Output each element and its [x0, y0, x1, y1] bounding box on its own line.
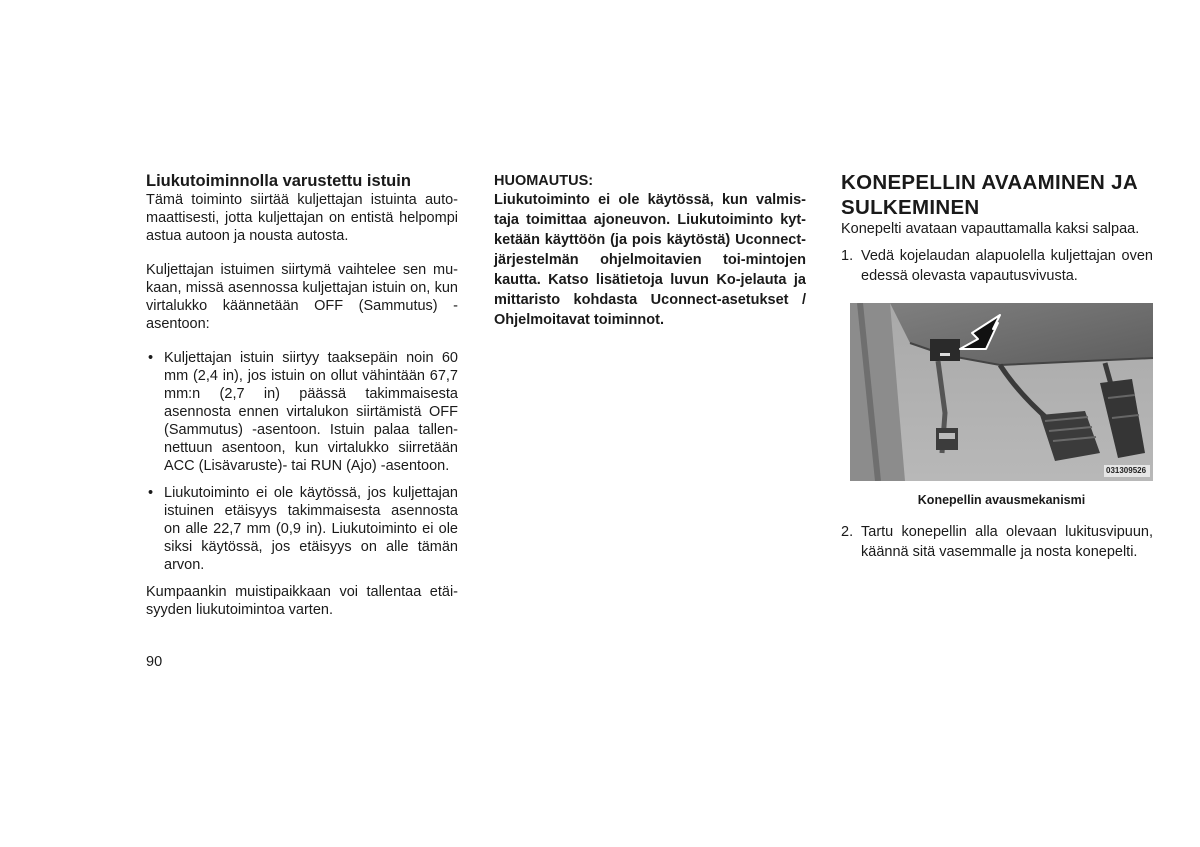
section-heading: Liukutoiminnolla varustettu istuin: [146, 172, 411, 190]
figure-caption: Konepellin avausmekanismi: [917, 493, 1086, 507]
step-number: 2.: [841, 524, 854, 540]
section-title: KONEPELLIN AVAAMINEN JA SULKEMINEN: [841, 171, 1138, 219]
list-item-text: Liukutoiminto ei ole käytössä, jos kuljettajan istuinen etäisyys takimmaisesta asennosta on alle 22,7 mm (0,9 in). Liukutoiminto ei ole siksi käytössä, jos etäisyys on alle tämän arvon.: [164, 485, 458, 573]
step-text: Vedä kojelaudan alapuolella kuljettajan oven edessä olevasta vapautusvivusta.: [861, 248, 1153, 284]
note-text: Liukutoiminto ei ole käytössä, kun valmis-taja toimittaa ajoneuvon. Liukutoiminto kyt-ketään käyttöön (ja pois käytöstä) Uconnect-järjestelmän ohjelmoitavien toi-mintojen kautta. Katso lisätietoja luvun Ko-jelauta ja mittaristo kohdasta Uconnect-asetukset / Ohjelmoitavat toiminnot.: [494, 192, 806, 328]
list-item: [146, 349, 458, 475]
hood-release-figure: [850, 303, 1153, 481]
bullet-icon: •: [148, 485, 154, 501]
step-number: 1.: [841, 248, 854, 264]
note-label: HUOMAUTUS:: [494, 173, 594, 189]
bullet-icon: •: [148, 350, 154, 366]
image-code-label: 031309526: [1106, 466, 1147, 475]
intro-text: Konepelti avataan vapauttamalla kaksi salpaa.: [841, 221, 1140, 237]
steps-list: [841, 522, 1153, 562]
page-number: 90: [146, 654, 163, 670]
left-column: [146, 172, 458, 619]
bullet-list: [146, 349, 458, 574]
list-item: [146, 484, 458, 574]
paragraph: Kumpaankin muistipaikkaan voi tallentaa etäi-syyden liukutoimintoa varten.: [146, 584, 458, 618]
paragraph: Kuljettajan istuimen siirtymä vaihtelee sen mu-kaan, missä asennossa kuljettajan istuin on, kun virtalukko käännetään OFF (Sammutus) -asentoon:: [146, 262, 458, 332]
step-item: [841, 522, 1153, 562]
middle-column: [494, 172, 806, 330]
steps-list: [841, 246, 1153, 286]
right-column: [841, 170, 1153, 562]
paragraph: Tämä toiminto siirtää kuljettajan istuinta auto-maattisesti, jotta kuljettajan on entistä helpompi astua autoon ja nousta autosta.: [146, 192, 458, 244]
hood-release-illustration: [850, 303, 1153, 481]
step-text: Tartu konepellin alla olevaan lukitusvipuun, käännä sitä vasemmalle ja nosta konepelti.: [861, 524, 1153, 560]
list-item-text: Kuljettajan istuin siirtyy taaksepäin noin 60 mm (2,4 in), jos istuin on ollut vähintään 67,7 mm:n (2,7 in) päässä takimmaisesta asennosta ennen virtalukon siirtämistä OFF (Sammutus) -asentoon. Istuin palaa tallen-nettuun asentoon, kun virtalukko siirretään ACC (Lisävaruste)- tai RUN (Ajo) -asentoon.: [164, 350, 458, 474]
step-item: [841, 246, 1153, 286]
